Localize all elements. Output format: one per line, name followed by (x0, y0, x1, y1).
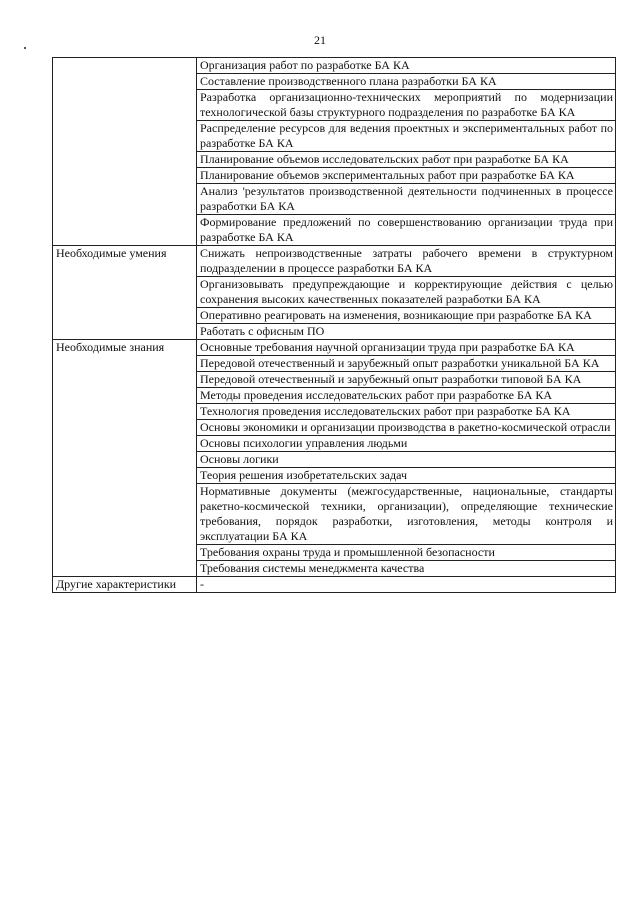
requirement-cell: Формирование предложений по совершенствованию организации труда при разработке БА КА (197, 215, 616, 246)
requirement-cell: Нормативные документы (межгосударственные, национальные, стандарты ракетно-космической техники, организации), определяющие технические требования, порядок разработки, изготовления, методы контроля и эксплуатации БА КА (197, 484, 616, 545)
table-row (53, 58, 616, 74)
page-number: 21 (314, 33, 326, 47)
requirement-cell: Работать с офисным ПО (197, 324, 616, 340)
requirement-cell: Анализ 'результатов производственной деятельности подчиненных в процессе разработки БА КА (197, 184, 616, 215)
requirement-cell: Технология проведения исследовательских работ при разработке БА КА (197, 404, 616, 420)
table-row (53, 246, 616, 277)
requirement-cell: Основы психологии управления людьми (197, 436, 616, 452)
requirement-cell: Планирование объемов исследовательских работ при разработке БА КА (197, 152, 616, 168)
section-title (53, 58, 197, 246)
section-title: Необходимые умения (53, 246, 197, 340)
requirement-cell: Организация работ по разработке БА КА (197, 58, 616, 74)
requirement-cell: Требования системы менеджмента качества (197, 561, 616, 577)
requirement-cell: Передовой отечественный и зарубежный опыт разработки типовой БА КА (197, 372, 616, 388)
section-title: Другие характеристики (53, 577, 197, 593)
requirement-cell: Составление производственного плана разработки БА КА (197, 74, 616, 90)
job-requirements-table (52, 57, 616, 593)
section-title: Необходимые знания (53, 340, 197, 577)
requirement-cell: Передовой отечественный и зарубежный опыт разработки уникальной БА КА (197, 356, 616, 372)
requirement-cell: Разработка организационно-технических мероприятий по модернизации технологической базы структурного подразделения по разработке БА КА (197, 90, 616, 121)
table-body (53, 58, 616, 593)
requirement-cell: Планирование объемов экспериментальных работ при разработке БА КА (197, 168, 616, 184)
requirement-cell: Методы проведения исследовательских работ при разработке БА КА (197, 388, 616, 404)
requirement-cell: Основы логики (197, 452, 616, 468)
requirement-cell: Теория решения изобретательских задач (197, 468, 616, 484)
requirement-cell: - (197, 577, 616, 593)
requirement-cell: Снижать непроизводственные затраты рабочего времени в структурном подразделении в процессе разработки БА КА (197, 246, 616, 277)
requirement-cell: Организовывать предупреждающие и корректирующие действия с целью сохранения высоких качественных показателей разработки БА КА (197, 277, 616, 308)
table-row (53, 577, 616, 593)
table-row (53, 340, 616, 356)
requirement-cell: Требования охраны труда и промышленной безопасности (197, 545, 616, 561)
requirement-cell: Распределение ресурсов для ведения проектных и экспериментальных работ по разработке БА КА (197, 121, 616, 152)
requirement-cell: Оперативно реагировать на изменения, возникающие при разработке БА КА (197, 308, 616, 324)
requirement-cell: Основы экономики и организации производства в ракетно-космической отрасли (197, 420, 616, 436)
requirement-cell: Основные требования научной организации труда при разработке БА КА (197, 340, 616, 356)
